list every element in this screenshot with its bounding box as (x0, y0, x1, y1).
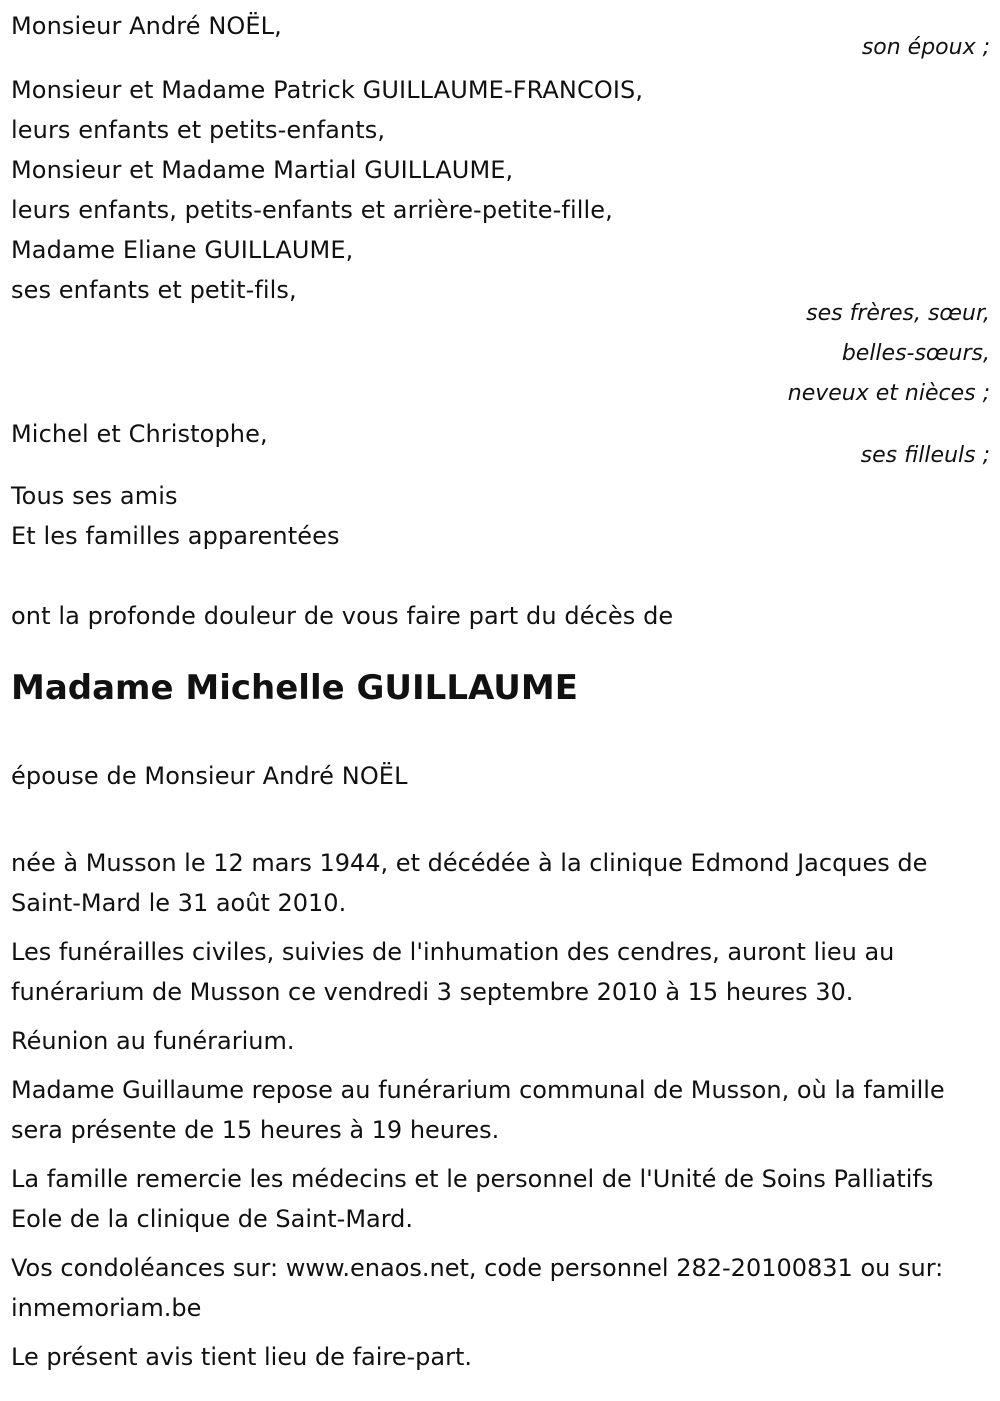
spouse-relation: son époux ; (861, 35, 990, 60)
friends-line: Tous ses amis (11, 482, 178, 510)
visitation-paragraph: Madame Guillaume repose au funérarium communal de Musson, où la famille sera présente de 15 heures à 19 heures. (11, 1076, 945, 1144)
deceased-name: Madame Michelle GUILLAUME (11, 668, 578, 708)
godchildren-relation: ses filleuls ; (860, 443, 990, 468)
thanks-paragraph: La famille remercie les médecins et le personnel de l'Unité de Soins Palliatifs Eole de la clinique de Saint-Mard. (11, 1165, 934, 1233)
family-line: Monsieur et Madame Martial GUILLAUME, (11, 156, 514, 184)
family-relation: neveux et nièces ; (787, 381, 990, 406)
godchildren-names: Michel et Christophe, (11, 420, 268, 448)
family-line: leurs enfants et petits-enfants, (11, 116, 386, 144)
friends-line: Et les familles apparentées (11, 522, 340, 550)
family-line: Madame Eliane GUILLAUME, (11, 236, 354, 264)
announcement: ont la profonde douleur de vous faire part du décès de (11, 602, 674, 630)
family-line: ses enfants et petit-fils, (11, 276, 297, 304)
obituary-notice (0, 6, 1000, 1401)
family-relation: ses frères, sœur, (806, 301, 990, 326)
family-line: Monsieur et Madame Patrick GUILLAUME-FRANCOIS, (11, 76, 644, 104)
family-line: leurs enfants, petits-enfants et arrière-petite-fille, (11, 196, 613, 224)
family-block (11, 70, 990, 414)
gathering-paragraph: Réunion au funérarium. (11, 1027, 295, 1055)
family-relation: belles-sœurs, (841, 341, 990, 366)
condolences-paragraph: Vos condoléances sur: www.enaos.net, code personnel 282-20100831 ou sur: inmemoriam.be (11, 1254, 944, 1322)
funeral-paragraph: Les funérailles civiles, suivies de l'inhumation des cendres, auront lieu au funérarium de Musson ce vendredi 3 septembre 2010 à 15 heures 30. (11, 938, 895, 1006)
deceased-spouse-of: épouse de Monsieur André NOËL (11, 762, 408, 790)
spouse-block (11, 6, 990, 68)
godchildren-block (11, 414, 990, 476)
birth-death-paragraph: née à Musson le 12 mars 1944, et décédée à la clinique Edmond Jacques de Saint-Mard le 31 août 2010. (11, 849, 928, 917)
spouse-name: Monsieur André NOËL, (11, 12, 282, 40)
friends-block (11, 476, 990, 556)
closing-paragraph: Le présent avis tient lieu de faire-part. (11, 1343, 473, 1371)
